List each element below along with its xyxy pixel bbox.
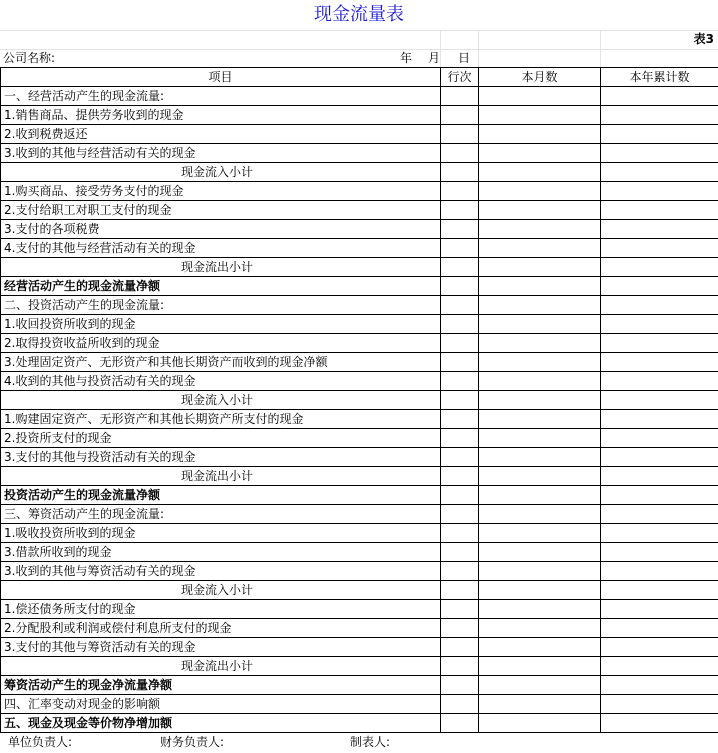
finance-head-label: 财务负责人: [160,735,225,749]
row-this-month-cell[interactable] [479,391,601,410]
row-this-month-cell[interactable] [479,524,601,543]
row-line-no-cell[interactable] [441,486,479,505]
table-row [1,125,718,144]
row-year-to-date-cell[interactable] [601,429,718,448]
header-year-to-date: 本年累计数 [601,68,718,87]
row-label: 2.分配股利或利润或偿付利息所支付的现金 [1,619,441,638]
row-label: 现金流入小计 [1,391,441,410]
row-label: 2.投资所支付的现金 [1,429,441,448]
row-year-to-date-cell[interactable] [601,695,718,714]
table-row [1,638,718,657]
row-label: 投资活动产生的现金流量净额 [1,486,441,505]
row-line-no-cell[interactable] [441,201,479,220]
table-body [1,87,718,733]
gridline [0,49,718,50]
table-row [1,144,718,163]
table-row [1,448,718,467]
table-number: 表3 [693,32,714,46]
row-this-month-cell[interactable] [479,543,601,562]
row-label: 现金流入小计 [1,581,441,600]
row-this-month-cell[interactable] [479,334,601,353]
table-row [1,106,718,125]
row-line-no-cell[interactable] [441,524,479,543]
row-this-month-cell[interactable] [479,372,601,391]
date-month-label: 月 [428,51,441,65]
header-item: 项目 [1,68,441,87]
table-row [1,486,718,505]
row-year-to-date-cell[interactable] [601,638,718,657]
table-row [1,296,718,315]
row-year-to-date-cell[interactable] [601,163,718,182]
row-line-no-cell[interactable] [441,125,479,144]
row-year-to-date-cell[interactable] [601,714,718,733]
company-name-label: 公司名称: [3,51,56,65]
cash-flow-table [0,67,718,733]
gridline [600,30,601,67]
row-year-to-date-cell[interactable] [601,87,718,106]
row-line-no-cell[interactable] [441,258,479,277]
row-this-month-cell[interactable] [479,581,601,600]
table-row [1,581,718,600]
row-year-to-date-cell[interactable] [601,334,718,353]
row-year-to-date-cell[interactable] [601,372,718,391]
table-row [1,467,718,486]
row-year-to-date-cell[interactable] [601,600,718,619]
table-row [1,657,718,676]
table-row [1,391,718,410]
row-this-month-cell[interactable] [479,600,601,619]
row-this-month-cell[interactable] [479,562,601,581]
row-this-month-cell[interactable] [479,220,601,239]
row-year-to-date-cell[interactable] [601,619,718,638]
row-label: 1.购建固定资产、无形资产和其他长期资产所支付的现金 [1,410,441,429]
row-year-to-date-cell[interactable] [601,676,718,695]
row-line-no-cell[interactable] [441,695,479,714]
table-row [1,277,718,296]
row-this-month-cell[interactable] [479,657,601,676]
row-line-no-cell[interactable] [441,315,479,334]
table-row [1,429,718,448]
row-label: 现金流入小计 [1,163,441,182]
row-year-to-date-cell[interactable] [601,315,718,334]
row-label: 3.支付的其他与投资活动有关的现金 [1,448,441,467]
row-label: 1.收回投资所收到的现金 [1,315,441,334]
row-line-no-cell[interactable] [441,467,479,486]
row-line-no-cell[interactable] [441,448,479,467]
row-this-month-cell[interactable] [479,182,601,201]
row-year-to-date-cell[interactable] [601,220,718,239]
row-label: 1.偿还债务所支付的现金 [1,600,441,619]
row-this-month-cell[interactable] [479,714,601,733]
row-this-month-cell[interactable] [479,429,601,448]
row-year-to-date-cell[interactable] [601,296,718,315]
row-year-to-date-cell[interactable] [601,258,718,277]
row-this-month-cell[interactable] [479,638,601,657]
row-line-no-cell[interactable] [441,676,479,695]
row-line-no-cell[interactable] [441,505,479,524]
gridline [440,30,441,67]
row-year-to-date-cell[interactable] [601,486,718,505]
row-line-no-cell[interactable] [441,429,479,448]
row-line-no-cell[interactable] [441,220,479,239]
table-row [1,714,718,733]
row-label: 四、汇率变动对现金的影响额 [1,695,441,714]
row-year-to-date-cell[interactable] [601,657,718,676]
row-label: 筹资活动产生的现金净流量净额 [1,676,441,695]
row-line-no-cell[interactable] [441,600,479,619]
row-year-to-date-cell[interactable] [601,581,718,600]
row-line-no-cell[interactable] [441,296,479,315]
row-this-month-cell[interactable] [479,144,601,163]
table-row [1,600,718,619]
row-year-to-date-cell[interactable] [601,144,718,163]
header-this-month: 本月数 [479,68,601,87]
row-year-to-date-cell[interactable] [601,448,718,467]
table-row [1,258,718,277]
row-label: 1.销售商品、提供劳务收到的现金 [1,106,441,125]
header-line-no: 行次 [441,68,479,87]
row-line-no-cell[interactable] [441,657,479,676]
row-this-month-cell[interactable] [479,695,601,714]
row-this-month-cell[interactable] [479,505,601,524]
row-this-month-cell[interactable] [479,467,601,486]
table-row [1,201,718,220]
row-label: 现金流出小计 [1,657,441,676]
row-year-to-date-cell[interactable] [601,562,718,581]
row-line-no-cell[interactable] [441,391,479,410]
row-year-to-date-cell[interactable] [601,410,718,429]
table-row [1,410,718,429]
row-this-month-cell[interactable] [479,87,601,106]
table-row [1,239,718,258]
row-this-month-cell[interactable] [479,163,601,182]
row-line-no-cell[interactable] [441,87,479,106]
table-row [1,220,718,239]
row-this-month-cell[interactable] [479,315,601,334]
gridline [478,30,479,67]
row-this-month-cell[interactable] [479,410,601,429]
row-label: 4.收到的其他与投资活动有关的现金 [1,372,441,391]
row-label: 三、筹资活动产生的现金流量: [1,505,441,524]
row-this-month-cell[interactable] [479,353,601,372]
row-label: 4.支付的其他与经营活动有关的现金 [1,239,441,258]
table-row [1,524,718,543]
row-line-no-cell[interactable] [441,277,479,296]
row-year-to-date-cell[interactable] [601,106,718,125]
row-line-no-cell[interactable] [441,543,479,562]
table-row [1,182,718,201]
row-label: 1.吸收投资所收到的现金 [1,524,441,543]
row-line-no-cell[interactable] [441,581,479,600]
row-line-no-cell[interactable] [441,410,479,429]
table-row [1,315,718,334]
unit-head-label: 单位负责人: [8,735,73,749]
row-year-to-date-cell[interactable] [601,239,718,258]
table-row [1,163,718,182]
row-line-no-cell[interactable] [441,334,479,353]
table-row [1,543,718,562]
row-this-month-cell[interactable] [479,125,601,144]
row-label: 2.支付给职工对职工支付的现金 [1,201,441,220]
row-label: 五、现金及现金等价物净增加额 [1,714,441,733]
table-row [1,695,718,714]
row-line-no-cell[interactable] [441,239,479,258]
row-year-to-date-cell[interactable] [601,543,718,562]
row-label: 现金流出小计 [1,258,441,277]
date-year-label: 年 [400,51,413,65]
table-row [1,353,718,372]
table-row [1,87,718,106]
row-this-month-cell[interactable] [479,486,601,505]
report-title: 现金流量表 [314,4,404,25]
preparer-label: 制表人: [350,735,391,749]
table-row [1,562,718,581]
row-this-month-cell[interactable] [479,258,601,277]
row-label: 3.处理固定资产、无形资产和其他长期资产而收到的现金净额 [1,353,441,372]
row-line-no-cell[interactable] [441,619,479,638]
row-line-no-cell[interactable] [441,353,479,372]
table-row [1,676,718,695]
row-label: 3.收到的其他与筹资活动有关的现金 [1,562,441,581]
table-row [1,334,718,353]
table-row [1,619,718,638]
row-this-month-cell[interactable] [479,296,601,315]
row-line-no-cell[interactable] [441,182,479,201]
row-year-to-date-cell[interactable] [601,277,718,296]
row-year-to-date-cell[interactable] [601,182,718,201]
row-label: 1.购买商品、接受劳务支付的现金 [1,182,441,201]
row-this-month-cell[interactable] [479,106,601,125]
row-year-to-date-cell[interactable] [601,391,718,410]
row-label: 3.支付的各项税费 [1,220,441,239]
row-label: 3.支付的其他与筹资活动有关的现金 [1,638,441,657]
date-day-label: 日 [458,51,471,65]
row-label: 3.收到的其他与经营活动有关的现金 [1,144,441,163]
row-this-month-cell[interactable] [479,619,601,638]
row-this-month-cell[interactable] [479,239,601,258]
row-line-no-cell[interactable] [441,144,479,163]
row-line-no-cell[interactable] [441,106,479,125]
row-line-no-cell[interactable] [441,163,479,182]
row-year-to-date-cell[interactable] [601,524,718,543]
row-label: 3.借款所收到的现金 [1,543,441,562]
row-year-to-date-cell[interactable] [601,467,718,486]
row-label: 经营活动产生的现金流量净额 [1,277,441,296]
row-year-to-date-cell[interactable] [601,505,718,524]
table-row [1,372,718,391]
row-line-no-cell[interactable] [441,372,479,391]
row-this-month-cell[interactable] [479,201,601,220]
row-label: 2.收到税费返还 [1,125,441,144]
row-line-no-cell[interactable] [441,714,479,733]
table-header-row [1,68,718,87]
row-line-no-cell[interactable] [441,638,479,657]
row-year-to-date-cell[interactable] [601,201,718,220]
row-this-month-cell[interactable] [479,448,601,467]
row-label: 现金流出小计 [1,467,441,486]
row-this-month-cell[interactable] [479,676,601,695]
row-label: 二、投资活动产生的现金流量: [1,296,441,315]
row-label: 一、经营活动产生的现金流量: [1,87,441,106]
row-year-to-date-cell[interactable] [601,353,718,372]
row-line-no-cell[interactable] [441,562,479,581]
row-year-to-date-cell[interactable] [601,125,718,144]
row-this-month-cell[interactable] [479,277,601,296]
row-label: 2.取得投资收益所收到的现金 [1,334,441,353]
table-row [1,505,718,524]
